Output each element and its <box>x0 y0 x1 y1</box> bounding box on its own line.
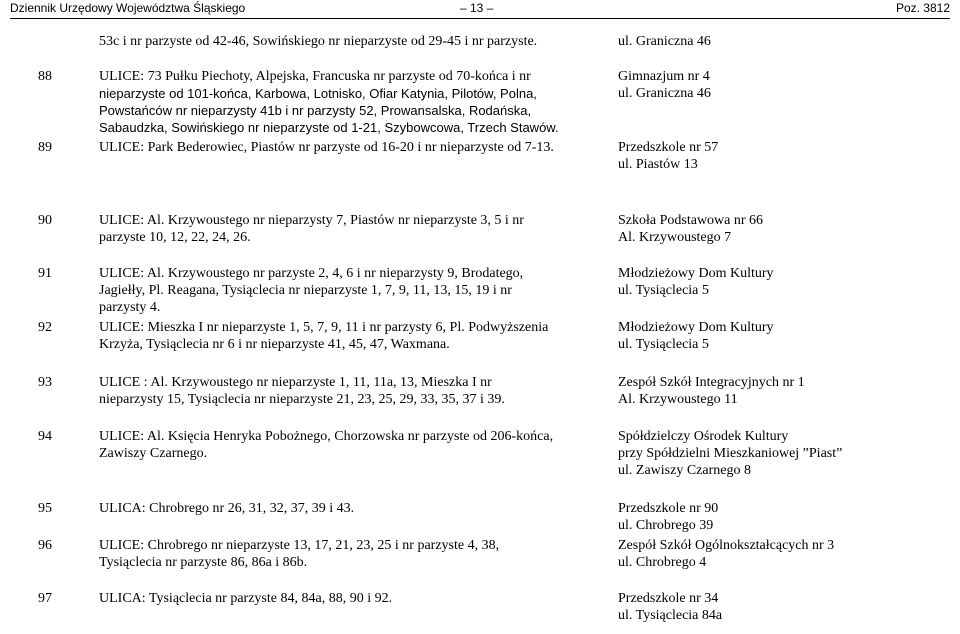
polling-station <box>618 139 718 173</box>
description-line: parzyste 10, 12, 22, 24, 26. <box>99 230 251 245</box>
entry-number: 93 <box>38 375 52 390</box>
description-line: Tysiąclecia nr parzyste 86, 86a i 86b. <box>99 555 308 570</box>
entry-number: 94 <box>38 429 52 444</box>
street-description <box>99 590 392 607</box>
station-line: Al. Krzywoustego 11 <box>618 392 738 407</box>
description-line: ULICE: Al. Krzywoustego nr parzyste 2, 4, 6 i nr nieparzysty 9, Brodatego, <box>99 266 524 281</box>
entry-number: 91 <box>38 266 52 281</box>
page-header <box>10 0 950 16</box>
page-number: – 13 – <box>460 1 494 15</box>
polling-station <box>618 428 842 479</box>
description-line: Powstańców nr nieparzysty 41b i nr parzysty 52, Prowansalska, Rodańska, <box>99 103 532 118</box>
street-description <box>99 374 505 408</box>
station-line: Młodzieżowy Dom Kultury <box>618 266 774 281</box>
street-description <box>99 33 537 50</box>
station-line: ul. Graniczna 46 <box>618 86 711 101</box>
description-line: ULICE : Al. Krzywoustego nr nieparzyste 1, 11, 11a, 13, Mieszka I nr <box>99 375 492 390</box>
polling-station <box>618 537 834 571</box>
street-description <box>99 500 354 517</box>
station-line: ul. Chrobrego 4 <box>618 555 707 570</box>
header-rule <box>10 18 950 19</box>
entry-number: 95 <box>38 501 52 516</box>
station-line: ul. Chrobrego 39 <box>618 518 714 533</box>
polling-station <box>618 319 774 353</box>
description-line: ULICA: Tysiąclecia nr parzyste 84, 84a, 88, 90 i 92. <box>99 591 393 606</box>
description-line: ULICE: Al. Krzywoustego nr nieparzysty 7, Piastów nr nieparzyste 3, 5 i nr <box>99 213 524 228</box>
description-line: parzysty 4. <box>99 300 161 315</box>
description-line: Krzyża, Tysiąclecia nr 6 i nr nieparzyste 41, 45, 47, Waxmana. <box>99 337 450 352</box>
description-line: Jagiełły, Pl. Reagana, Tysiąclecia nr nieparzyste 1, 7, 9, 11, 13, 15, 19 i nr <box>99 283 512 298</box>
entry-number: 92 <box>38 320 52 335</box>
description-line: ULICE: Park Bederowiec, Piastów nr parzyste od 16-20 i nr nieparzyste od 7-13. <box>99 140 554 155</box>
street-description <box>99 265 523 316</box>
station-line: przy Spółdzielni Mieszkaniowej ”Piast” <box>618 446 843 461</box>
journal-title: Dziennik Urzędowy Województwa Śląskiego <box>10 1 246 15</box>
polling-station <box>618 590 722 624</box>
entry-number: 96 <box>38 538 52 553</box>
entry-number: 88 <box>38 69 52 84</box>
street-description <box>99 139 554 156</box>
description-line: Sabaudzka, Sowińskiego nr nieparzyste od 1-21, Szybowcowa, Trzech Stawów. <box>99 120 559 135</box>
street-description <box>99 537 499 571</box>
station-line: ul. Zawiszy Czarnego 8 <box>618 463 751 478</box>
description-line: ULICE: 73 Pułku Piechoty, Alpejska, Francuska nr parzyste od 70-końca i nr <box>99 69 531 84</box>
station-line: Zespół Szkół Integracyjnych nr 1 <box>618 375 805 390</box>
street-description <box>99 428 553 462</box>
entry-number: 97 <box>38 591 52 606</box>
station-line: Przedszkole nr 34 <box>618 591 719 606</box>
street-description <box>99 68 559 136</box>
station-line: ul. Graniczna 46 <box>618 34 711 49</box>
station-line: Szkoła Podstawowa nr 66 <box>618 213 764 228</box>
station-line: Spółdzielczy Ośrodek Kultury <box>618 429 789 444</box>
station-line: Zespół Szkół Ogólnokształcących nr 3 <box>618 538 835 553</box>
station-line: Młodzieżowy Dom Kultury <box>618 320 774 335</box>
station-line: ul. Tysiąclecia 84a <box>618 608 723 623</box>
description-line: ULICE: Mieszka I nr nieparzyste 1, 5, 7, 9, 11 i nr parzysty 6, Pl. Podwyższenia <box>99 320 549 335</box>
station-line: Przedszkole nr 57 <box>618 140 719 155</box>
street-description <box>99 319 548 353</box>
position-number: Poz. 3812 <box>895 1 950 15</box>
station-line: ul. Tysiąclecia 5 <box>618 283 709 298</box>
station-line: Al. Krzywoustego 7 <box>618 230 732 245</box>
station-line: Przedszkole nr 90 <box>618 501 719 516</box>
street-description <box>99 212 524 246</box>
entry-number: 90 <box>38 213 52 228</box>
station-line: Gimnazjum nr 4 <box>618 69 710 84</box>
polling-station <box>618 68 711 102</box>
description-line: ULICE: Al. Księcia Henryka Pobożnego, Chorzowska nr parzyste od 206-końca, <box>99 429 554 444</box>
polling-station <box>618 33 711 50</box>
polling-station <box>618 265 774 299</box>
description-line: ULICE: Chrobrego nr nieparzyste 13, 17, 21, 23, 25 i nr parzyste 4, 38, <box>99 538 500 553</box>
description-line: 53c i nr parzyste od 42-46, Sowińskiego nr nieparzyste od 29-45 i nr parzyste. <box>99 34 538 49</box>
description-line: nieparzysty 15, Tysiąclecia nr nieparzyste 21, 23, 25, 29, 33, 35, 37 i 39. <box>99 392 505 407</box>
description-line: nieparzyste od 101-końca, Karbowa, Lotnisko, Ofiar Katynia, Pilotów, Polna, <box>99 86 537 101</box>
district-table <box>0 22 960 634</box>
description-line: Zawiszy Czarnego. <box>99 446 208 461</box>
polling-station <box>618 374 805 408</box>
description-line: ULICA: Chrobrego nr 26, 31, 32, 37, 39 i 43. <box>99 501 355 516</box>
station-line: ul. Piastów 13 <box>618 157 698 172</box>
station-line: ul. Tysiąclecia 5 <box>618 337 709 352</box>
polling-station <box>618 212 763 246</box>
entry-number: 89 <box>38 140 52 155</box>
polling-station <box>618 500 718 534</box>
